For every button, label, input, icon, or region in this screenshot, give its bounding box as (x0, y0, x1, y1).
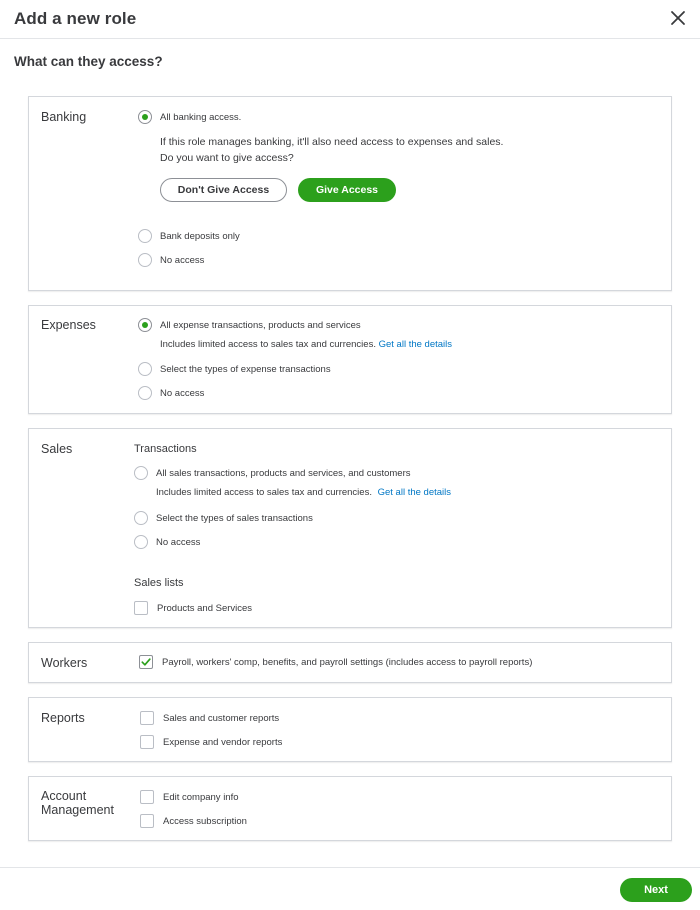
dialog-title: Add a new role (14, 9, 137, 28)
workers-option-payroll[interactable] (139, 655, 532, 669)
sales-list-products-services[interactable] (134, 601, 252, 615)
reports-option-sales-customer[interactable] (140, 711, 279, 725)
checkbox[interactable] (140, 790, 154, 804)
expenses-option-select[interactable] (138, 362, 331, 376)
banking-option-deposits[interactable] (138, 229, 240, 243)
checkbox[interactable] (140, 735, 154, 749)
sales-transactions-heading: Transactions (134, 443, 197, 455)
reports-label: Reports (41, 711, 85, 725)
dialog-header (0, 0, 700, 39)
sales-card (28, 428, 672, 628)
account-management-label (41, 789, 114, 817)
dialog-footer (0, 867, 700, 910)
option-label: Sales and customer reports (163, 712, 280, 724)
checkbox[interactable] (134, 601, 148, 615)
radio-button[interactable] (138, 253, 152, 267)
sales-option-select[interactable] (134, 511, 313, 525)
option-label: All expense transactions, products and services (160, 319, 361, 331)
sales-details-link[interactable]: Get all the details (377, 487, 452, 498)
radio-button[interactable] (138, 110, 152, 124)
banking-option-all[interactable] (138, 110, 241, 124)
expenses-details-link[interactable]: Get all the details (378, 339, 453, 350)
account-option-subscription[interactable] (140, 814, 247, 828)
close-icon (670, 10, 686, 26)
expenses-card (28, 305, 672, 414)
checkbox[interactable] (140, 814, 154, 828)
dont-give-access-button[interactable]: Don't Give Access (160, 178, 287, 202)
option-label: Access subscription (163, 815, 247, 827)
radio-button[interactable] (138, 229, 152, 243)
close-button[interactable] (670, 10, 686, 26)
option-label: Products and Services (157, 602, 253, 614)
option-label: No access (160, 387, 205, 399)
banking-prompt-line2: Do you want to give access? (160, 152, 294, 164)
sales-note (156, 487, 451, 498)
sales-note-text: Includes limited access to sales tax and currencies. (156, 487, 372, 498)
option-label: No access (160, 254, 205, 266)
sales-label: Sales (41, 442, 73, 456)
option-label: Payroll, workers' comp, benefits, and payroll settings (includes access to payroll reports) (162, 656, 533, 668)
option-label: All banking access. (160, 111, 242, 123)
radio-button[interactable] (134, 511, 148, 525)
option-label: Expense and vendor reports (163, 736, 283, 748)
expenses-note-text: Includes limited access to sales tax and currencies. (160, 339, 376, 350)
expenses-option-none[interactable] (138, 386, 204, 400)
workers-label: Workers (41, 656, 88, 670)
radio-button[interactable] (134, 535, 148, 549)
banking-prompt-line1: If this role manages banking, it'll also need access to expenses and sales. (160, 136, 504, 148)
radio-button[interactable] (138, 362, 152, 376)
sales-lists-heading: Sales lists (134, 577, 184, 589)
radio-button[interactable] (138, 318, 152, 332)
account-management-card (28, 776, 672, 841)
account-label-line1: Account (41, 789, 87, 803)
next-button[interactable]: Next (620, 878, 692, 902)
option-label: Bank deposits only (160, 230, 240, 242)
checkbox[interactable] (140, 711, 154, 725)
option-label: Edit company info (163, 791, 239, 803)
section-title: What can they access? (14, 54, 163, 69)
give-access-button[interactable]: Give Access (298, 178, 396, 202)
workers-card (28, 642, 672, 683)
expenses-option-all[interactable] (138, 318, 361, 332)
radio-button[interactable] (138, 386, 152, 400)
reports-card (28, 697, 672, 762)
sales-option-none[interactable] (134, 535, 200, 549)
banking-card (28, 96, 672, 291)
expenses-label: Expenses (41, 318, 96, 332)
option-label: Select the types of sales transactions (156, 512, 313, 524)
checkbox[interactable] (139, 655, 153, 669)
banking-label: Banking (41, 110, 87, 124)
expenses-note (160, 339, 452, 350)
option-label: Select the types of expense transactions (160, 363, 331, 375)
sales-option-all[interactable] (134, 466, 411, 480)
option-label: All sales transactions, products and services, and customers (156, 467, 411, 479)
checkmark-icon (140, 656, 152, 668)
radio-button[interactable] (134, 466, 148, 480)
banking-option-none[interactable] (138, 253, 204, 267)
account-label-line2: Management (41, 803, 114, 817)
option-label: No access (156, 536, 201, 548)
reports-option-expense-vendor[interactable] (140, 735, 282, 749)
account-option-edit-company[interactable] (140, 790, 239, 804)
